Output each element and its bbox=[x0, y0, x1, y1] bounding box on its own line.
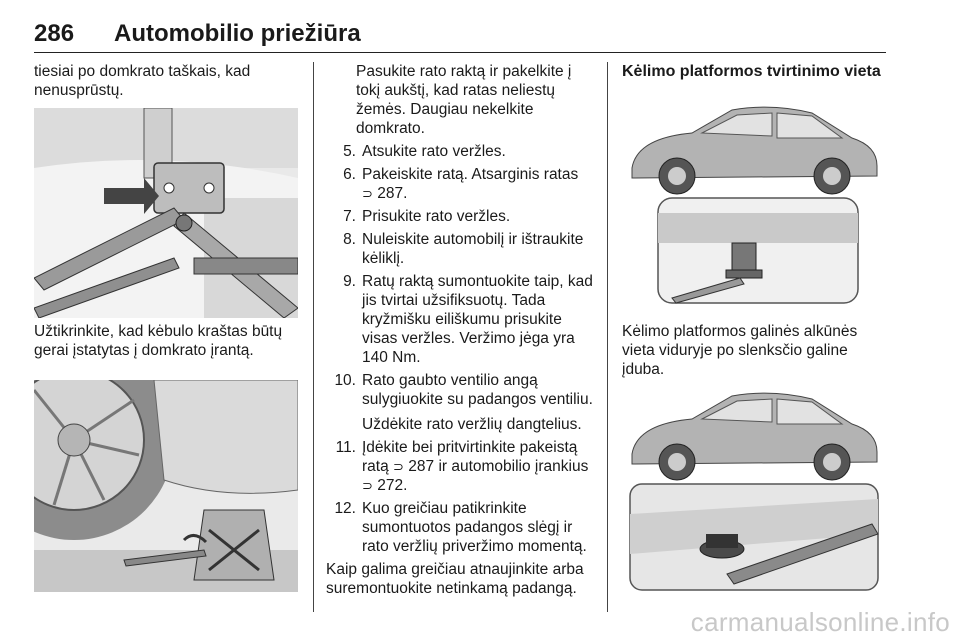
page-header bbox=[34, 20, 886, 53]
step-text: Kuo greičiau patikrinkite sumontuotos padangos slėgį ir rato veržlių priveržimo momentą. bbox=[362, 500, 587, 555]
list-item bbox=[326, 207, 596, 226]
list-item bbox=[326, 165, 596, 203]
page-reference[interactable]: 287 bbox=[408, 458, 435, 475]
page-reference[interactable]: 272. bbox=[377, 477, 408, 494]
step-text: Atsukite rato veržles. bbox=[362, 143, 506, 160]
step-number: 9. bbox=[343, 273, 356, 290]
section-heading: Kėlimo platformos tvirtinimo vieta bbox=[622, 63, 881, 80]
list-item bbox=[326, 272, 596, 367]
step-number: 5. bbox=[343, 143, 356, 160]
lift-point-illustration-2 bbox=[622, 384, 886, 594]
step-text: Rato gaubto ventilio angą sulygiuokite su padangos ventiliu. bbox=[362, 372, 593, 408]
watermark: carmanualsonline.info bbox=[690, 607, 950, 637]
col2-intro-text: Pasukite rato raktą ir pakelkite į tokį aukštį, kad ratas neliestų žemės. Daugiau nekelkite domkrato. bbox=[356, 63, 572, 137]
step-text: Nuleiskite automobilį ir ištraukite kėliklį. bbox=[362, 231, 584, 267]
step-number: 7. bbox=[343, 208, 356, 225]
step-number: 8. bbox=[343, 231, 356, 248]
col3-caption-text: Kėlimo platformos galinės alkūnės vieta viduryje po slenksčio galine įduba. bbox=[622, 323, 858, 378]
reference-arrow-icon[interactable]: ⊃ bbox=[362, 186, 373, 201]
page-title: Automobilio priežiūra bbox=[114, 20, 361, 47]
jack-under-car-illustration bbox=[34, 380, 298, 592]
reference-arrow-icon[interactable]: ⊃ bbox=[393, 459, 404, 474]
step-text: Ratų raktą sumontuokite taip, kad jis tvirtai užsifiksuotų. Tada kryžmišku eiliškumu prisukite visas veržles. Veržimo jėga yra 140 Nm. bbox=[362, 273, 593, 366]
step-number: 12. bbox=[334, 500, 356, 517]
list-item bbox=[326, 230, 596, 268]
column-right-caption bbox=[622, 322, 888, 379]
column-divider-1 bbox=[313, 62, 314, 612]
step-text: ir automobilio įrankius bbox=[438, 458, 589, 475]
instruction-list bbox=[326, 142, 596, 556]
column-middle bbox=[326, 62, 596, 598]
column-left-caption bbox=[34, 322, 300, 360]
page-number: 286 bbox=[34, 20, 75, 47]
step-text: Įdėkite bei pritvirtinkite pakeistą ratą bbox=[362, 439, 578, 475]
lift-point-illustration-1 bbox=[622, 98, 886, 308]
col1-caption-text: Užtikrinkite, kad kėbulo kraštas būtų gerai įstatytas į domkrato įrantą. bbox=[34, 323, 283, 359]
jack-placement-illustration bbox=[34, 108, 298, 318]
page-reference[interactable]: 287. bbox=[377, 185, 408, 202]
col2-outro-text: Kaip galima greičiau atnaujinkite arba suremontuokite netinkamą padangą. bbox=[326, 561, 584, 597]
step-subtext: Uždėkite rato veržlių dangtelius. bbox=[362, 416, 582, 433]
step-text: Prisukite rato veržles. bbox=[362, 208, 511, 225]
list-item bbox=[326, 142, 596, 161]
step-number: 10. bbox=[334, 372, 356, 389]
list-item bbox=[326, 438, 596, 495]
col1-intro-text: tiesiai po domkrato taškais, kad nenusprūstų. bbox=[34, 63, 251, 99]
column-left bbox=[34, 62, 300, 100]
column-divider-2 bbox=[607, 62, 608, 612]
step-number: 11. bbox=[335, 439, 356, 456]
list-item bbox=[326, 499, 596, 556]
step-text: Pakeiskite ratą. Atsarginis ratas bbox=[362, 166, 579, 183]
list-item bbox=[326, 371, 596, 434]
column-right bbox=[622, 62, 888, 81]
reference-arrow-icon[interactable]: ⊃ bbox=[362, 478, 373, 493]
step-number: 6. bbox=[343, 166, 356, 183]
